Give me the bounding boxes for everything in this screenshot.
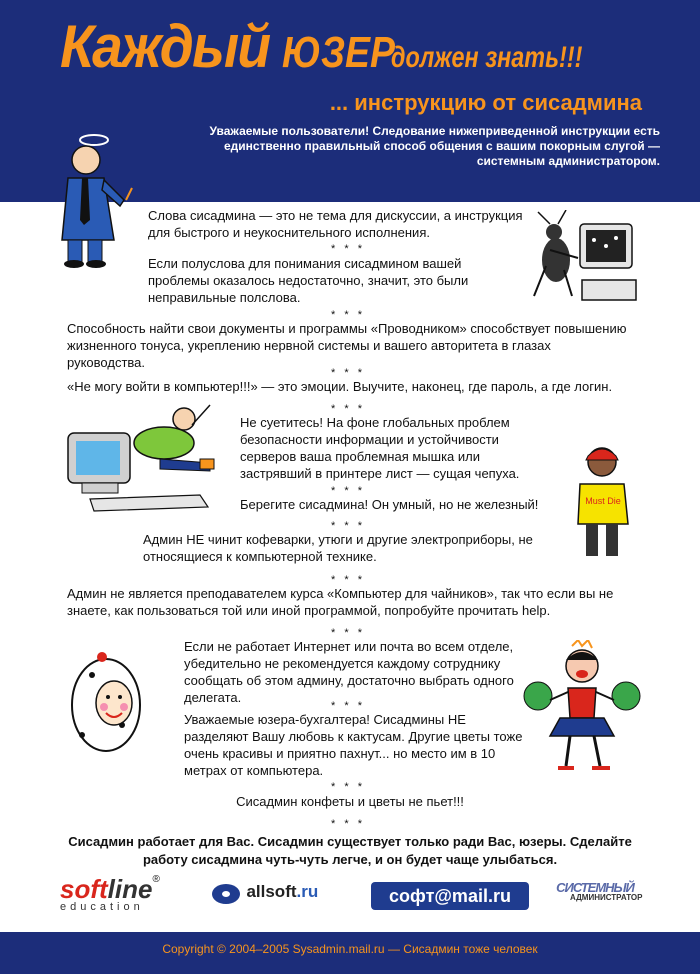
closing-text: Сисадмин работает для Вас. Сисадмин существует только ради Вас, юзеры. Сделайте работу сисадмина чуть-чуть легче, и он будет чаще улыбаться. xyxy=(68,834,632,867)
intro-text: Уважаемые пользователи! Следование нижеприведенной инструкции есть единственно правильный способ общения с вашим покорным слугой — системным администратором. xyxy=(209,124,660,168)
subtitle: ... инструкцию от сисадмина xyxy=(329,90,642,115)
footer-copyright: Copyright © 2004–2005 Sysadmin.mail.ru — Сисадмин тоже человек xyxy=(162,942,538,956)
must-die-cartoon xyxy=(568,440,638,565)
cockroach-computer-cartoon xyxy=(520,210,640,310)
title-part-3: должен знать!!! xyxy=(391,41,583,74)
softline-text-b: line xyxy=(107,874,153,904)
allsoft-logo[interactable] xyxy=(210,880,318,906)
title-part-1: Каждый xyxy=(60,13,270,80)
sysadmin-logo-line1: СИСТЕМНЫЙ xyxy=(556,880,634,895)
rule-6: Берегите сисадмина! Он умный, но не железный! xyxy=(240,497,539,512)
softline-reg: ® xyxy=(152,874,160,885)
page-title xyxy=(60,12,637,81)
cheerleader-cartoon xyxy=(522,640,642,775)
rule-5: Не суетитесь! На фоне глобальных проблем безопасности информации и устойчивости серверов ваша проблемная мышка или застрявший в принтере лист — сущая чепуха. xyxy=(240,415,520,481)
separator-6: * * * xyxy=(331,520,365,532)
logo-strip xyxy=(0,870,700,930)
softline-logo[interactable] xyxy=(60,874,160,913)
footer xyxy=(0,932,700,974)
separator-11: * * * xyxy=(331,818,365,830)
rule-9: Если не работает Интернет или почта во всем отделе, убедительно не рекомендуется каждому сотруднику сообщать об этом админу, достаточно выбрать одного делегата. xyxy=(184,639,514,705)
separator-4: * * * xyxy=(331,403,365,415)
allsoft-text-a: allsoft xyxy=(246,882,297,902)
separator-2: * * * xyxy=(331,309,365,321)
separator-7: * * * xyxy=(331,574,365,586)
rule-11: Сисадмин конфеты и цветы не пьет!!! xyxy=(236,794,464,809)
rule-10: Уважаемые юзера-бухгалтера! Сисадмины НЕ разделяют Вашу любовь к кактусам. Другие цветы тоже очень красивы и приятно пахнут... но место им в 10 метрах от компьютера. xyxy=(184,712,523,778)
softline-sub: education xyxy=(60,901,144,913)
separator-1: * * * xyxy=(331,243,365,255)
rule-2: Если полуслова для понимания сисадмином вашей проблемы оказалось недостаточно, значит, это были неправильные полслова. xyxy=(148,256,469,305)
rule-3: Способность найти свои документы и программы «Проводником» способствует повышению жизненного тонуса, укреплению нервной системы и вашего авторитета в глазах руководства. xyxy=(67,321,627,370)
separator-8: * * * xyxy=(331,627,365,639)
title-part-2: ЮЗЕР xyxy=(281,28,395,77)
cactus-cartoon xyxy=(62,645,152,755)
allsoft-disc-icon xyxy=(210,880,242,906)
sysadmin-logo-line2: АДМИНИСТРАТОР xyxy=(570,893,643,902)
stretched-user-cartoon xyxy=(60,395,230,515)
shirt-text: Must Die xyxy=(585,496,621,506)
separator-10: * * * xyxy=(331,781,365,793)
sysadmin-logo[interactable] xyxy=(550,880,643,902)
allsoft-text-b: .ru xyxy=(296,882,319,902)
separator-5: * * * xyxy=(331,485,365,497)
admin-halo-cartoon xyxy=(44,130,144,270)
softmail-logo[interactable] xyxy=(371,882,529,910)
rule-8: Админ не является преподавателем курса «Компьютер для чайников», так что если вы не знаете, как пользоваться той или иной программой, попробуйте прочитать help. xyxy=(67,586,614,618)
separator-3: * * * xyxy=(331,367,365,379)
softline-text-a: soft xyxy=(60,874,108,904)
softmail-text: софт@mail.ru xyxy=(389,886,511,906)
rule-4: «Не могу войти в компьютер!!!» — это эмоции. Выучите, наконец, где пароль, а где логин. xyxy=(67,379,613,394)
rule-1: Слова сисадмина — это не тема для дискуссии, а инструкция для быстрого и неукоснительного исполнения. xyxy=(148,208,523,240)
separator-9: * * * xyxy=(331,700,365,712)
rule-7: Админ НЕ чинит кофеварки, утюги и другие электроприборы, не относящиеся к компьютерной технике. xyxy=(143,532,533,564)
